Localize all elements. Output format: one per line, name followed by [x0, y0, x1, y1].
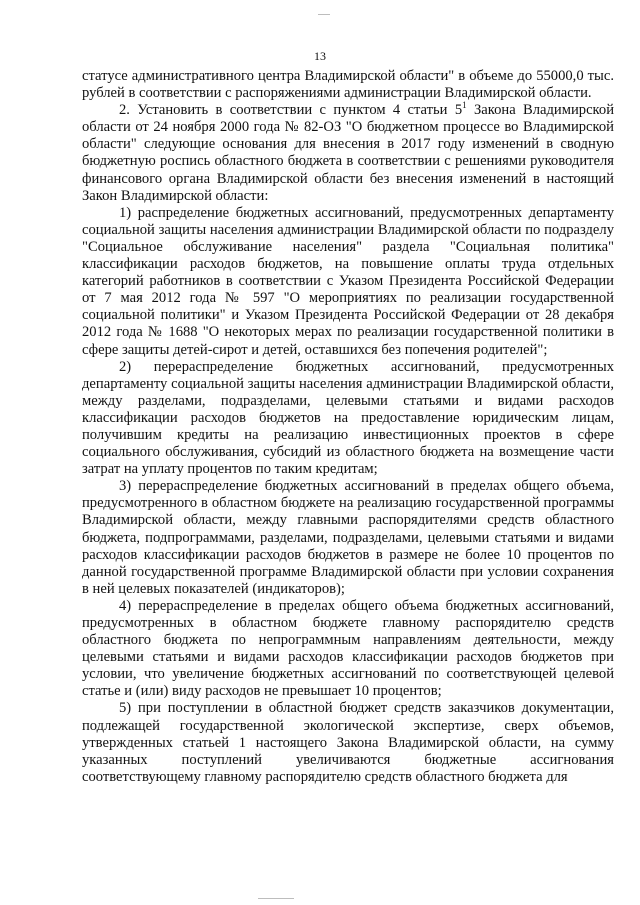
paragraph-item-2 [82, 102, 614, 205]
subitem-3: 3) перераспределение бюджетных ассигнований в пределах общего объема, предусмотренного в областном бюджете на реализацию государственной программы Владимирской области, между главными распорядителями средств областного бюджета, подпрограммами, разделами, подразделами, целевыми статьями и видами расходов классификации расходов бюджетов в размере не более 10 процентов по данной государственной программе Владимирской области при условии сохранения в ней целевых показателей (индикаторов); [82, 478, 614, 597]
scan-mark-bottom [258, 898, 294, 899]
subitem-1: 1) распределение бюджетных ассигнований, предусмотренных департаменту социальной защиты населения администрации Владимирской области по подразделу "Социальное обслуживание населения" раздела "Социальная политика" классификации расходов бюджетов, на повышение оплаты труда отдельных категорий работников в соответствии с Указом Президента Российской Федерации от 7 мая 2012 года № 597 "О мероприятиях по реализации государственной социальной политики" и Указом Президента Российской Федерации от 28 декабря 2012 года № 1688 "О некоторых мерах по реализации государственной политики в сфере защиты детей-сирот и детей, оставшихся без попечения родителей"; [82, 204, 614, 358]
article-superscript: 1 [462, 100, 467, 111]
paragraph-item-2-lead: 2. Установить в соответствии с пунктом 4 статьи 5 [119, 102, 463, 119]
paragraph-continuation: статусе административного центра Владимирской области" в объеме до 55000,0 тыс. рублей в соответствии с распоряжениями администрации Владимирской области. [82, 68, 614, 102]
subitem-4: 4) перераспределение в пределах общего объема бюджетных ассигнований, предусмотренных в областном бюджете главному распорядителю средств областного бюджета по непрограммным направлениям деятельности, между целевыми статьями и видами расходов классификации расходов бюджетов при условии, что увеличение бюджетных ассигнований по соответствующей целевой статье и (или) виду расходов не превышает 10 процентов; [82, 597, 614, 700]
document-body [82, 68, 614, 786]
subitem-2: 2) перераспределение бюджетных ассигнований, предусмотренных департаменту социальной защиты населения администрации Владимирской области, между разделами, подразделами, целевыми статьями и видами расходов классификации расходов бюджетов на предоставление юридическим лицам, получившим кредиты на реализацию инвестиционных проектов в сфере социального обслуживания, субсидий из областного бюджета на возмещение части затрат на уплату процентов по таким кредитам; [82, 358, 614, 478]
page-number: 13 [314, 49, 326, 63]
scan-mark-top [318, 14, 330, 15]
subitem-5: 5) при поступлении в областной бюджет средств заказчиков документации, подлежащей государственной экологической экспертизе, сверх объемов, утвержденных статьей 1 настоящего Закона Владимирской области, на сумму указанных поступлений увеличиваются бюджетные ассигнования соответствующему главному распорядителю средств областного бюджета для [82, 700, 614, 785]
paragraph-item-2-rest: Закона Владимирской области от 24 ноября 2000 года № 82-ОЗ "О бюджетном процессе во Владимирской области" следующие основания для внесения в 2017 году изменений в сводную бюджетную роспись областного бюджета в соответствии с решениями руководителя финансового органа Владимирской области без внесения изменений в настоящий Закон Владимирской области: [82, 102, 614, 204]
